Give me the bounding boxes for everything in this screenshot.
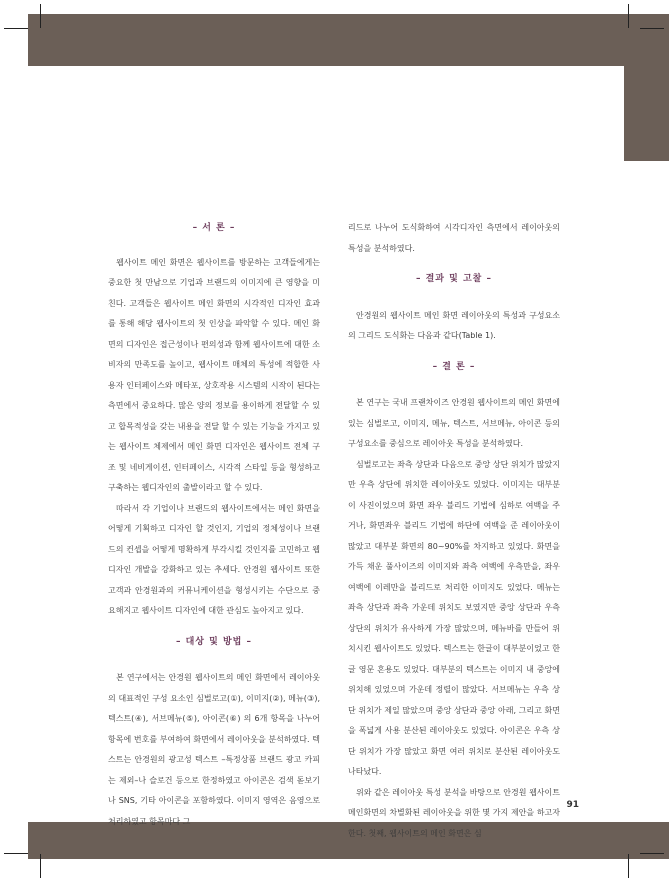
crop-mark (40, 4, 41, 28)
body-paragraph: 심벌로고는 좌측 상단과 다음으로 중앙 상단 위치가 많았지만 우측 상단에 위치한 레이아웃도 있었다. 이미지는 대부분이 사진이었으며 화면 좌우 블리드 기법에 심하로 여백을 주거나, 화면좌우 블리드 기법에 하단에 여백을 준 레이아웃이 많았고 대부분 화면의 80~90%를 차지하고 있었다. 화면을 가득 채운 풀사이즈의 이미지와 좌측 여백에 우측만을, 좌우 여백에 이레만을 블리드로 처리한 이미지도 있었다. 메뉴는 좌측 상단과 좌측 가운데 위치도 보였지만 중앙 상단과 우측 상단의 위치가 유사하게 가장 많았으며, 메뉴바를 만들어 위치시킨 웹사이트도 있었다. 텍스트는 한글이 대부분이었고 한글 영문 혼용도 있었다. 대부분의 텍스트는 이미지 내 중앙에 위치해 있었으며 가운데 정렬이 많았다. 서브메뉴는 우측 상단 위치가 제일 많았으며 중앙 상단과 중앙 아래, 그리고 화면을 폭넓게 사용 분산된 레이아웃도 있었다. 아이콘은 우측 상단 위치가 가장 많았고 화면 여러 위치로 분산된 레이아웃도 나타났다. (348, 459, 560, 776)
crop-mark (640, 28, 664, 29)
crop-mark (4, 28, 28, 29)
crop-mark (628, 854, 629, 878)
section-heading-methods: – 대상 및 방법 – (175, 636, 252, 647)
body-paragraph: 위와 같은 레이아웃 특성 분석을 바탕으로 안경원 웹사이트 메인화면의 차별화된 레이아웃을 위한 몇 가지 제안을 하고자 한다. 첫째, 웹사이트의 메인 화면은 심 (348, 787, 560, 838)
section-heading-conclusion: – 결 론 – (432, 361, 476, 372)
crop-mark (4, 853, 28, 854)
right-text-column (348, 218, 560, 844)
section-heading-introduction: – 서 론 – (192, 223, 236, 233)
right-color-tab (624, 66, 669, 161)
body-paragraph: 따라서 각 기업이나 브랜드의 웹사이트에서는 메인 화면을 어떻게 기획하고 디자인 할 것인지, 기업의 정체성이나 브랜드의 컨셉을 어떻게 명확하게 부각시킬 것인지를 고민하고 웹디자인 개발을 강화하고 있는 추세다. 안경원 웹사이트 또한 고객과 안경원과의 커뮤니케이션을 형성시키는 수단으로 중요해지고 웹사이트 디자인에 대한 관심도 높아지고 있다. (108, 503, 320, 615)
body-paragraph: 안경원의 웹사이트 메인 화면 레이아웃의 특성과 구성요소의 그리드 도식화는 다음과 같다(Table 1). (348, 310, 560, 340)
body-paragraph: 웹사이트 메인 화면은 웹사이트를 방문하는 고객들에게는 중요한 첫 만남으로 기업과 브랜드의 이미지에 큰 영향을 미친다. 고객들은 웹사이트 메인 화면의 시각적인 디자인 효과를 통해 해당 웹사이트의 첫 인상을 파악할 수 있다. 메인 화면의 디자인은 접근성이나 편의성과 함께 웹사이트에 대한 소비자의 만족도를 높이고, 웹사이트 매체의 특성에 적합한 사용자 인터페이스와 메타포, 상호작용 시스템의 시작이 된다는 측면에서 중요하다. 많은 양의 정보를 용이하게 전달할 수 있고 합목적성을 갖는 내용을 전달 할 수 있는 기능을 가지고 있는 웹사이트 체제에서 메인 화면 디자인은 웹사이트 전체 구조 및 네비게이션, 인터페이스, 시각적 스타일 등을 형성하고 구축하는 웹디자인의 출발이라고 할 수 있다. (108, 257, 320, 492)
crop-mark (628, 4, 629, 28)
body-paragraph: 리드로 나누어 도식화하여 시각디자인 측면에서 레이아웃의 특성을 분석하였다. (348, 223, 560, 253)
body-paragraph: 본 연구는 국내 프랜차이즈 안경원 웹사이트의 메인 화면에 있는 심벌로고, 이미지, 메뉴, 텍스트, 서브메뉴, 아이콘 등의 구성요소를 중심으로 레이아웃 특성을 분석하였다. (348, 398, 560, 448)
body-paragraph: 본 연구에서는 안경원 웹사이트의 메인 화면에서 레이아웃의 대표적인 구성 요소인 심벌로고(①), 이미지(②), 메뉴(③), 텍스트(④), 서브메뉴(⑤), 아이콘(⑥) 의 6개 항목을 나누어 항목에 번호를 부여하여 화면에서 레이아웃을 분석하였다. 텍스트는 안경원의 광고성 텍스트 –특정상품 브랜드 광고 카피는 제외–나 슬로건 등으로 한정하였고 아이콘은 검색 돋보기나 SNS, 기타 아이콘을 포함하였다. 이미지 영역은 음영으로 처리하였고 항목마다 그 (108, 673, 320, 826)
page-number: 91 (566, 800, 579, 810)
crop-mark (640, 853, 664, 854)
left-text-column (108, 218, 320, 832)
top-color-band (28, 14, 669, 66)
crop-mark (40, 854, 41, 878)
section-heading-results: – 결과 및 고찰 – (415, 274, 492, 284)
